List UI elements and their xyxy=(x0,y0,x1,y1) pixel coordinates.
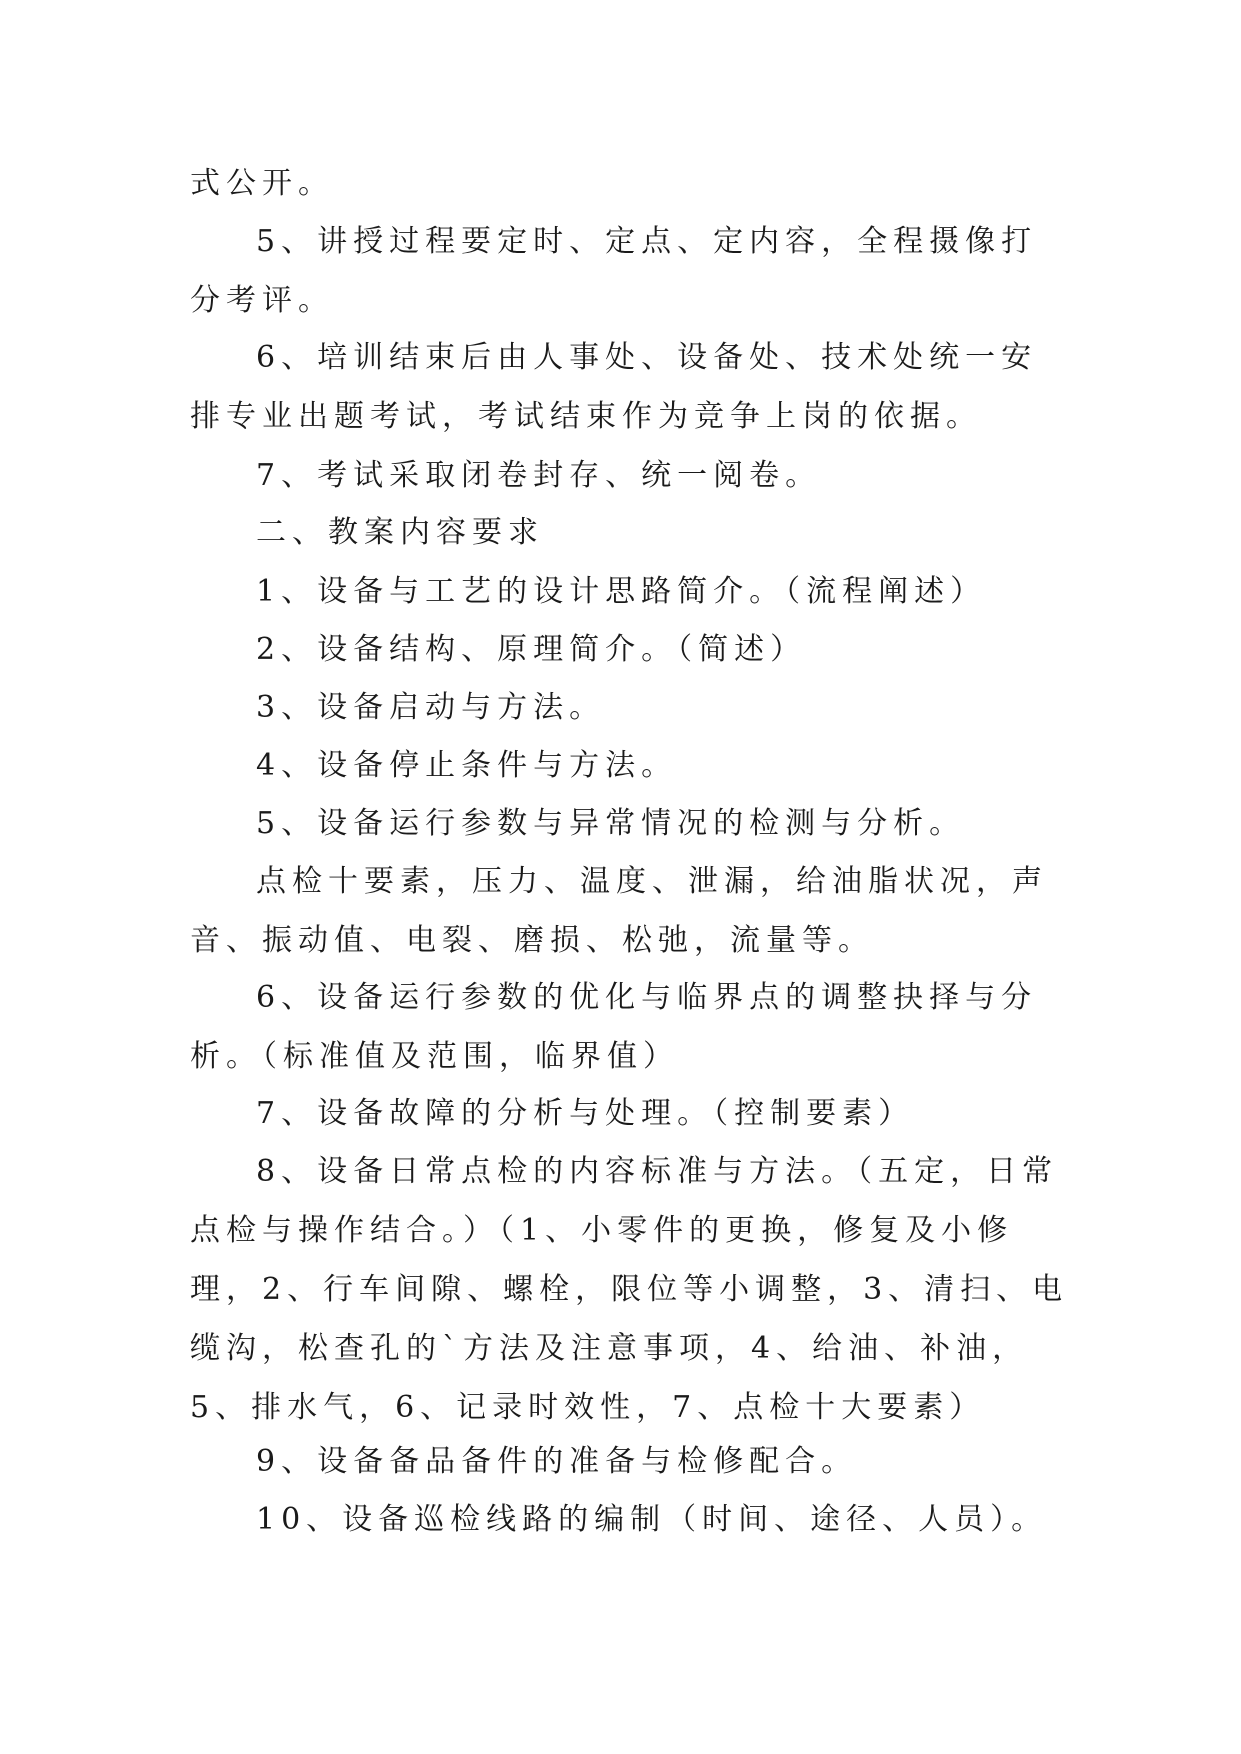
list-item-2: 2、设备结构、原理简介。（简述） xyxy=(256,632,807,667)
list-item-10: 10、设备巡检线路的编制（时间、途径、人员）。 xyxy=(256,1502,1048,1537)
paragraph-item-5-lecture: 5、讲授过程要定时、定点、定内容，全程摄像打分考评。 xyxy=(190,224,1038,318)
paragraph-inspection-elements: 点检十要素，压力、温度、泄漏，给油脂状况，声音、振动值、电裂、磨损、松弛，流量等。 xyxy=(190,864,1048,958)
list-item-7: 7、设备故障的分析与处理。（控制要素） xyxy=(256,1096,915,1131)
list-item-6: 6、设备运行参数的优化与临界点的调整抉择与分析。（标准值及范围，临界值） xyxy=(190,980,1038,1074)
list-item-8: 8、设备日常点检的内容标准与方法。（五定，日常点检与操作结合。）（1、小零件的更换，修复及小修理，2、行车间隙、螺栓，限位等小调整，3、清扫、电缆沟，松查孔的`方法及注意事项，4、给油、补油，5、排水气，6、记录时效性，7、点检十大要素） xyxy=(190,1154,1069,1425)
list-item-1: 1、设备与工艺的设计思路简介。（流程阐述） xyxy=(256,574,987,609)
paragraph-item-6-exam: 6、培训结束后由人事处、设备处、技术处统一安排专业出题考试，考试结束作为竞争上岗的依据。 xyxy=(190,340,1038,434)
list-item-5: 5、设备运行参数与异常情况的检测与分析。 xyxy=(256,806,966,841)
list-item-4: 4、设备停止条件与方法。 xyxy=(256,748,678,783)
paragraph-item-7-grading: 7、考试采取闭卷封存、统一阅卷。 xyxy=(256,458,822,493)
paragraph-continuation: 式公开。 xyxy=(190,166,334,201)
section-heading-lesson-plan: 二、教案内容要求 xyxy=(256,515,544,550)
list-item-3: 3、设备启动与方法。 xyxy=(256,690,606,725)
list-item-9: 9、设备备品备件的准备与检修配合。 xyxy=(256,1444,858,1479)
